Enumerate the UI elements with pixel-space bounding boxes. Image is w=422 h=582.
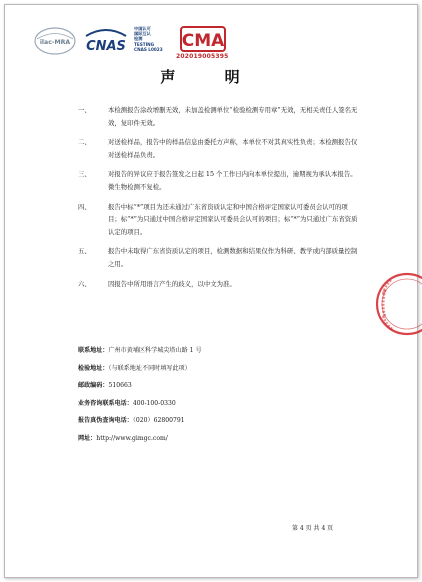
cnas-logo bbox=[82, 26, 130, 56]
svg-text:CNAS: CNAS bbox=[86, 39, 126, 54]
list-item: 五、 报告中未取得广东省资质认定的项目，检测数据和结果仅作为科研、教学或内部质量控制之用。 bbox=[78, 247, 358, 268]
list-item: 一、 本检测报告涂改增删无效，未加盖检测单位“检验检测专用章”无效，无相关责任人签名无效，复印件无效。 bbox=[78, 106, 358, 127]
contact-address: 联系地址：广州市黄埔区科学城尖塔山路 1 号 bbox=[78, 347, 202, 354]
verification-phone: 报告真伪查询电话：（020）62800791 bbox=[78, 417, 185, 424]
list-item: 二、 对送检样品，报告中的样品信息由委托方声称，本单位不对其真实性负责；本检测报告仅对送检样品负责。 bbox=[78, 138, 358, 159]
svg-text:CMA: CMA bbox=[181, 31, 225, 51]
postal-code: 邮政编码：510663 bbox=[78, 382, 132, 389]
business-phone: 业务咨询联系电话：400-100-0330 bbox=[78, 399, 176, 407]
company-seal bbox=[373, 270, 422, 338]
svg-text:ilac-MRA: ilac-MRA bbox=[39, 39, 71, 46]
contact-info bbox=[78, 347, 202, 452]
list-item: 三、 对报告的异议应于报告签发之日起 15 个工作日内向本单位提出，逾期视为承认本报告。微生物检测不复检。 bbox=[78, 170, 357, 191]
cnas-caption: 中国认可 国际互认 检测 TESTING CNAS L0023 bbox=[134, 26, 163, 52]
cma-number: 202019005395 bbox=[176, 53, 229, 60]
list-item: 四、 报告中标“*”项目为还未通过广东省资质认定和中国合格评定国家认可委员会认可的项目；标“*”为只通过中国合格评定国家认可委员会认可的项目；标“*”为只通过广东省资质认定的项目。 bbox=[78, 202, 358, 236]
ilac-mra-logo bbox=[34, 26, 76, 56]
statement-list bbox=[78, 104, 360, 297]
website-link[interactable]: 网址：http://www.gimgc.com/ bbox=[78, 434, 168, 442]
page-number: 第 4 页 共 4 页 bbox=[292, 525, 334, 532]
inspection-address: 检验地址：（与联系地址不同时填写此项） bbox=[78, 364, 191, 372]
page-title: 声 明 bbox=[160, 68, 262, 86]
cma-logo bbox=[180, 26, 226, 52]
list-item: 六、 因报告中所用语言产生的歧义，以中文为准。 bbox=[78, 279, 236, 288]
